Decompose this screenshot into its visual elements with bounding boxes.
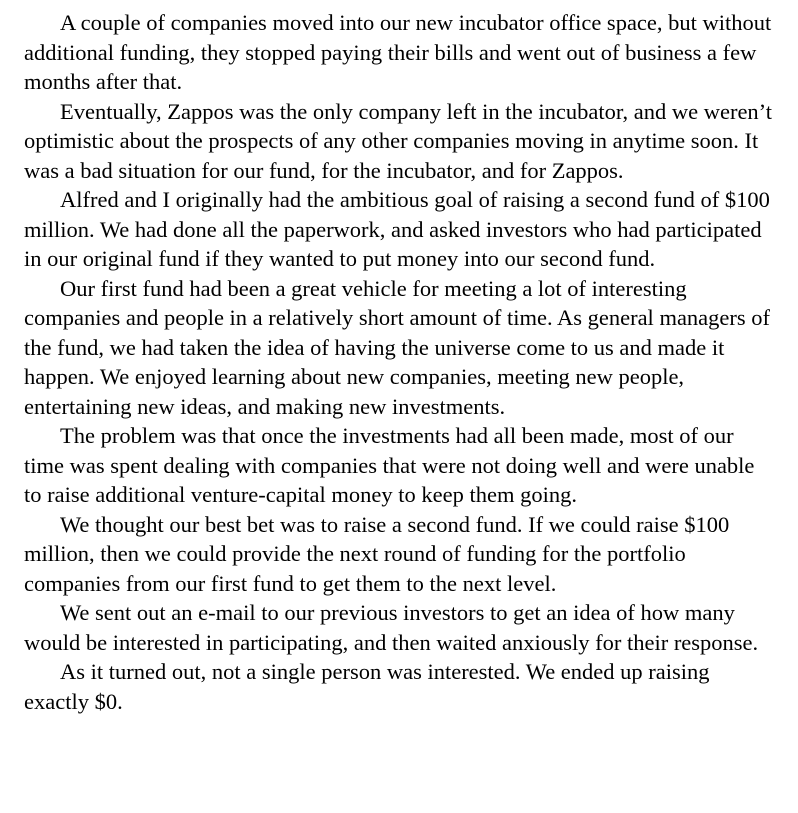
paragraph: Our first fund had been a great vehicle for meeting a lot of interesting companies and people in a relatively short amount of time. As general managers of the fund, we had taken the idea of having the universe come to us and made it happen. We enjoyed learning about new companies, meeting new people, entertaining new ideas, and making new investments. (24, 275, 771, 419)
paragraph: We sent out an e-mail to our previous investors to get an idea of how many would be interested in participating, and then waited anxiously for their response. (24, 600, 759, 655)
paragraph: The problem was that once the investments had all been made, most of our time was spent dealing with companies that were not doing well and were unable to raise additional venture-capital money to keep them going. (24, 423, 755, 507)
paragraph: Alfred and I originally had the ambitious goal of raising a second fund of $100 million. We had done all the paperwork, and asked investors who had participated in our original fund if they wanted to put money into our second fund. (24, 187, 770, 271)
paragraph: We thought our best bet was to raise a second fund. If we could raise $100 million, then we could provide the next round of funding for the portfolio companies from our first fund to get them to the next level. (24, 511, 730, 596)
paragraph: As it turned out, not a single person was interested. We ended up raising exactly $0. (24, 659, 710, 714)
paragraph: Eventually, Zappos was the only company left in the incubator, and we weren’t optimistic about the prospects of any other companies moving in anytime soon. It was a bad situation for our fund, for the incubator, and for Zappos. (24, 98, 773, 183)
paragraph: A couple of companies moved into our new incubator office space, but without additional funding, they stopped paying their bills and went out of business a few months after that. (24, 10, 772, 94)
